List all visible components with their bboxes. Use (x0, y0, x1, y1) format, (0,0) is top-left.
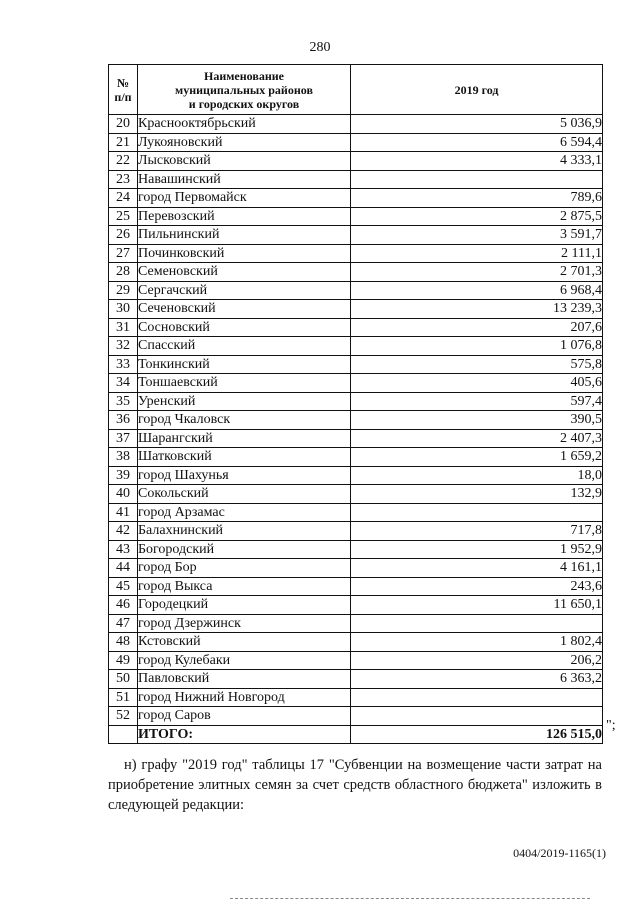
row-value (351, 503, 603, 522)
total-num-cell (109, 725, 138, 744)
row-name: Сергачский (138, 281, 351, 300)
footer-rule (230, 898, 590, 899)
row-value (351, 614, 603, 633)
row-number: 46 (109, 596, 138, 615)
amendment-text: н) графу "2019 год" таблицы 17 "Субвенции на возмещение части затрат на приобретение элитных семян за счет средств областного бюджета" изложить в следующей редакции: (108, 757, 602, 813)
row-value: 6 594,4 (351, 133, 603, 152)
row-value: 5 036,9 (351, 115, 603, 134)
row-value: 717,8 (351, 522, 603, 541)
row-value: 2 407,3 (351, 429, 603, 448)
row-number: 26 (109, 226, 138, 245)
table-row (109, 503, 603, 522)
row-number: 20 (109, 115, 138, 134)
table-row (109, 152, 603, 171)
row-number: 30 (109, 300, 138, 319)
row-name: Пильнинский (138, 226, 351, 245)
amendment-paragraph (108, 755, 602, 815)
row-name: Городецкий (138, 596, 351, 615)
table-row (109, 448, 603, 467)
row-name: Лысковский (138, 152, 351, 171)
row-name: Перевозский (138, 207, 351, 226)
row-number: 28 (109, 263, 138, 282)
table-row (109, 263, 603, 282)
row-name: город Арзамас (138, 503, 351, 522)
total-row (109, 725, 603, 744)
row-name: Балахнинский (138, 522, 351, 541)
table-row (109, 707, 603, 726)
row-number: 34 (109, 374, 138, 393)
row-number: 51 (109, 688, 138, 707)
total-label: ИТОГО: (138, 725, 351, 744)
table-row (109, 614, 603, 633)
row-number: 29 (109, 281, 138, 300)
row-number: 38 (109, 448, 138, 467)
table-row (109, 374, 603, 393)
table-row (109, 226, 603, 245)
document-code: 0404/2019-1165(1) (513, 846, 606, 860)
row-name: Лукояновский (138, 133, 351, 152)
table-row (109, 577, 603, 596)
table-row (109, 670, 603, 689)
row-name: Спасский (138, 337, 351, 356)
row-value: 1 952,9 (351, 540, 603, 559)
row-number: 31 (109, 318, 138, 337)
row-value: 243,6 (351, 577, 603, 596)
row-name: город Шахунья (138, 466, 351, 485)
row-name: Павловский (138, 670, 351, 689)
row-value: 4 161,1 (351, 559, 603, 578)
row-name: Семеновский (138, 263, 351, 282)
row-name: город Выкса (138, 577, 351, 596)
row-value (351, 688, 603, 707)
table-row (109, 688, 603, 707)
table-row (109, 281, 603, 300)
row-number: 49 (109, 651, 138, 670)
row-number: 24 (109, 189, 138, 208)
row-value (351, 170, 603, 189)
table-row (109, 466, 603, 485)
row-name: Богородский (138, 540, 351, 559)
row-value: 1 802,4 (351, 633, 603, 652)
table-row (109, 355, 603, 374)
row-value: 13 239,3 (351, 300, 603, 319)
row-number: 23 (109, 170, 138, 189)
row-name: Навашинский (138, 170, 351, 189)
row-value: 3 591,7 (351, 226, 603, 245)
table-row (109, 318, 603, 337)
row-value: 2 111,1 (351, 244, 603, 263)
row-number: 45 (109, 577, 138, 596)
row-name: город Чкаловск (138, 411, 351, 430)
header-num: № п/п (109, 65, 138, 115)
row-name: Тонкинский (138, 355, 351, 374)
row-value: 18,0 (351, 466, 603, 485)
table-row (109, 189, 603, 208)
row-value: 1 659,2 (351, 448, 603, 467)
row-name: город Бор (138, 559, 351, 578)
table-row (109, 133, 603, 152)
row-name: Уренский (138, 392, 351, 411)
row-value: 405,6 (351, 374, 603, 393)
row-value: 575,8 (351, 355, 603, 374)
table-header-row (109, 65, 603, 115)
row-name: город Саров (138, 707, 351, 726)
table-row (109, 244, 603, 263)
row-number: 33 (109, 355, 138, 374)
row-name: Починковский (138, 244, 351, 263)
row-value: 11 650,1 (351, 596, 603, 615)
row-number: 27 (109, 244, 138, 263)
table-row (109, 337, 603, 356)
subsidy-table (108, 64, 603, 744)
row-number: 37 (109, 429, 138, 448)
row-value: 207,6 (351, 318, 603, 337)
table-row (109, 633, 603, 652)
row-name: Кстовский (138, 633, 351, 652)
row-name: Сосновский (138, 318, 351, 337)
row-name: Тоншаевский (138, 374, 351, 393)
row-number: 32 (109, 337, 138, 356)
row-value: 6 363,2 (351, 670, 603, 689)
row-value: 390,5 (351, 411, 603, 430)
row-number: 44 (109, 559, 138, 578)
table-row (109, 115, 603, 134)
row-name: Шатковский (138, 448, 351, 467)
closing-quote: "; (606, 718, 616, 733)
page-number: 280 (309, 40, 331, 55)
row-number: 52 (109, 707, 138, 726)
table-row (109, 207, 603, 226)
row-value: 132,9 (351, 485, 603, 504)
row-value: 4 333,1 (351, 152, 603, 171)
row-number: 48 (109, 633, 138, 652)
row-name: город Дзержинск (138, 614, 351, 633)
row-number: 25 (109, 207, 138, 226)
table-row (109, 559, 603, 578)
row-number: 40 (109, 485, 138, 504)
row-number: 47 (109, 614, 138, 633)
table-row (109, 485, 603, 504)
row-number: 39 (109, 466, 138, 485)
row-number: 22 (109, 152, 138, 171)
row-number: 35 (109, 392, 138, 411)
row-value: 597,4 (351, 392, 603, 411)
row-number: 36 (109, 411, 138, 430)
table-row (109, 429, 603, 448)
table-row (109, 392, 603, 411)
table-row (109, 596, 603, 615)
table-row (109, 522, 603, 541)
table-row (109, 411, 603, 430)
row-value: 2 701,3 (351, 263, 603, 282)
row-number: 42 (109, 522, 138, 541)
row-value (351, 707, 603, 726)
row-number: 41 (109, 503, 138, 522)
row-value: 1 076,8 (351, 337, 603, 356)
table-row (109, 540, 603, 559)
row-number: 43 (109, 540, 138, 559)
row-name: Сеченовский (138, 300, 351, 319)
table-row (109, 300, 603, 319)
table-row (109, 170, 603, 189)
row-name: город Кулебаки (138, 651, 351, 670)
row-name: Краснооктябрьский (138, 115, 351, 134)
table-row (109, 651, 603, 670)
row-value: 2 875,5 (351, 207, 603, 226)
row-value: 206,2 (351, 651, 603, 670)
row-number: 21 (109, 133, 138, 152)
row-name: город Первомайск (138, 189, 351, 208)
total-value: 126 515,0 (351, 725, 603, 744)
row-name: Сокольский (138, 485, 351, 504)
header-value: 2019 год (351, 65, 603, 115)
row-name: Шарангский (138, 429, 351, 448)
row-value: 6 968,4 (351, 281, 603, 300)
row-name: город Нижний Новгород (138, 688, 351, 707)
row-value: 789,6 (351, 189, 603, 208)
header-name: Наименование муниципальных районов и городских округов (138, 65, 351, 115)
row-number: 50 (109, 670, 138, 689)
